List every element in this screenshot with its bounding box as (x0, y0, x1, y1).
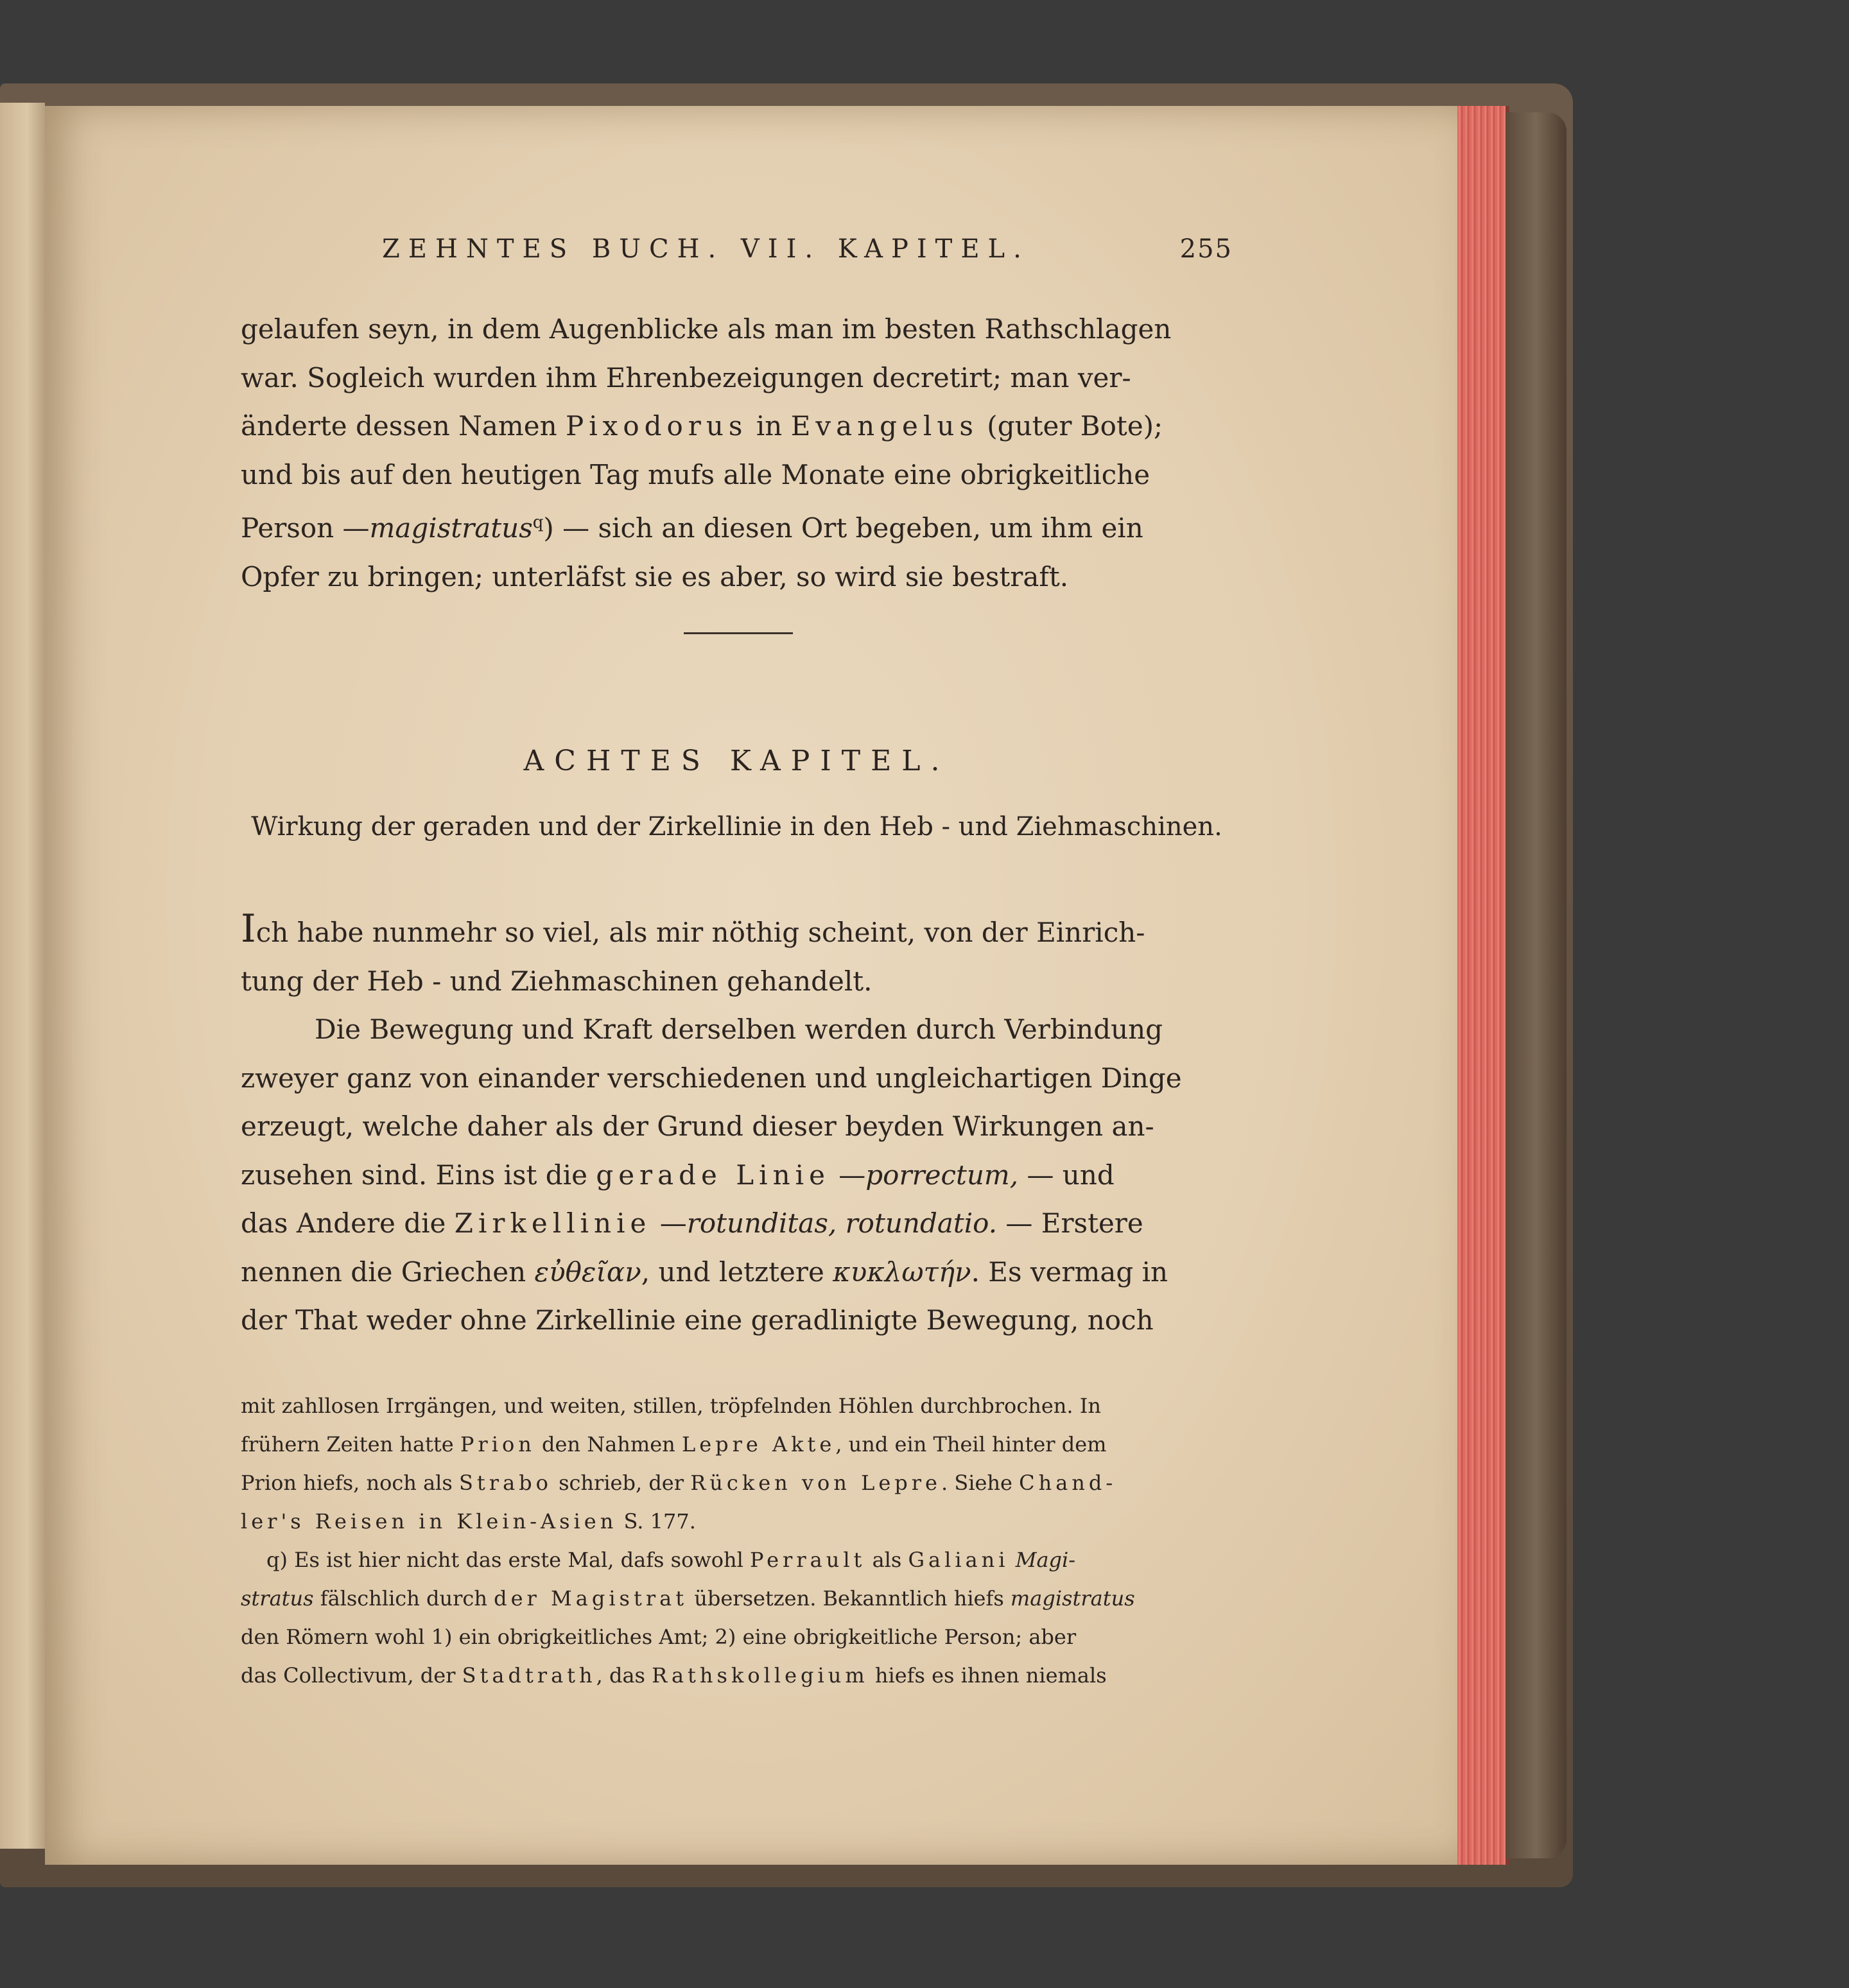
footnote-line: ler's Reisen in Klein-Asien S. 177. (241, 1509, 696, 1534)
text-line: zusehen sind. Eins ist die gerade Linie —porrectum, — und (241, 1159, 1115, 1191)
text-line: änderte dessen Namen Pixodorus in Evangelus (guter Bote); (241, 410, 1163, 442)
continuation-paragraph (241, 305, 1233, 601)
footnotes (241, 1387, 1233, 1695)
text-line: nennen die Griechen εὐθεῖαν, und letztere κυκλωτήν. Es vermag in (241, 1256, 1168, 1288)
left-page-edge (0, 103, 45, 1849)
text-line: tung der Heb - und Ziehmaschinen gehandelt. (241, 965, 872, 997)
footnote-line: stratus fälschlich durch der Magistrat übersetzen. Bekanntlich hiefs magistratus (241, 1586, 1135, 1611)
text-line: gelaufen seyn, in dem Augenblicke als man im besten Rathschlagen (241, 313, 1172, 345)
initial-letter: I (241, 906, 256, 951)
footnote-line: Prion hiefs, noch als Strabo schrieb, der Rücken von Lepre. Siehe Chand- (241, 1471, 1117, 1495)
text-line: der That weder ohne Zirkellinie eine geradlinigte Bewegung, noch (241, 1304, 1154, 1336)
footnote-ref-q: q (532, 513, 544, 532)
text-line: war. Sogleich wurden ihm Ehrenbezeigungen decretirt; man ver- (241, 361, 1131, 393)
text-line: zweyer ganz von einander verschiedenen und ungleichartigen Dinge (241, 1062, 1182, 1094)
text-line: erzeugt, welche daher als der Grund dieser beyden Wirkungen an- (241, 1111, 1154, 1142)
section-rule (684, 632, 793, 634)
text-line: Opfer zu bringen; unterläfst sie es aber, so wird sie bestraft. (241, 560, 1069, 592)
red-page-edges (1457, 106, 1509, 1865)
footnote-line: den Römern wohl 1) ein obrigkeitliches Amt; 2) eine obrigkeitliche Person; aber (241, 1625, 1077, 1649)
text-line: das Andere die Zirkellinie —rotunditas, rotundatio. — Erstere (241, 1207, 1143, 1239)
chapter-body (241, 905, 1233, 1345)
book-spine (1506, 112, 1567, 1858)
chapter-subtitle: Wirkung der geraden und der Zirkellinie in den Heb - und Ziehmaschinen. (251, 812, 1222, 842)
text-line: und bis auf den heutigen Tag mufs alle Monate eine obrigkeitliche (241, 458, 1150, 490)
footnote-line: frühern Zeiten hatte Prion den Nahmen Lepre Akte, und ein Theil hinter dem (241, 1432, 1107, 1456)
running-header (241, 234, 1233, 273)
chapter-title: ACHTES KAPITEL. (523, 745, 950, 777)
page-content (241, 0, 1233, 1988)
footnote-line: mit zahllosen Irrgängen, und weiten, stillen, tröpfelnden Höhlen durchbrochen. In (241, 1394, 1101, 1418)
footnote-line: q) Es ist hier nicht das erste Mal, dafs sowohl Perrault als Galiani Magi- (266, 1548, 1076, 1572)
page-number: 255 (1179, 234, 1233, 264)
footnote-line: das Collectivum, der Stadtrath, das Rathskollegium hiefs es ihnen niemals (241, 1663, 1107, 1688)
text-line: Die Bewegung und Kraft derselben werden durch Verbindung (315, 1014, 1163, 1045)
text-line: Person —magistratus$^q$) — sich an diesen Ort begeben, um ihm ein (241, 512, 1143, 544)
text-line: Ich habe nunmehr so viel, als mir nöthig scheint, von der Einrich- (241, 906, 1145, 951)
running-header-title: ZEHNTES BUCH. VII. KAPITEL. (382, 234, 1030, 264)
